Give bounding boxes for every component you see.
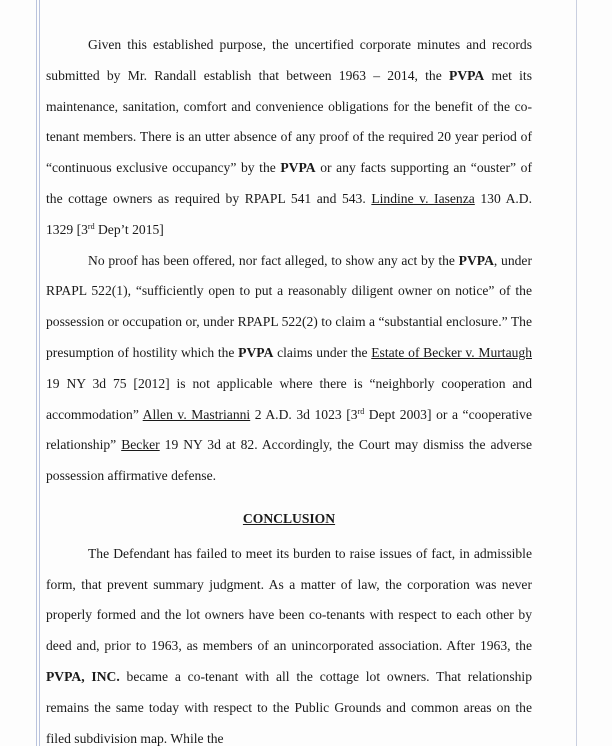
text-run: became a co-tenant with all the cottage lot owners. That relationship remains the same today with respect to the Public Grounds and common areas on the filed subdivision map. While the (46, 668, 532, 746)
text-run: The Defendant has failed to meet its burden to raise issues of fact, in admissible form, that prevent summary judgment. As a matter of law, the corporation was never properly formed and the lot owners have been co-tenants with respect to each other by deed and, prior to 1963, as members of an unincorporated association. After 1963, the (46, 545, 532, 654)
superscript: rd (357, 406, 365, 416)
paragraph-no-proof (46, 246, 532, 492)
left-margin-rule-inner (39, 0, 40, 746)
paragraph-adverse-occupancy (46, 30, 532, 246)
text-run: claims under the (273, 344, 372, 360)
case-citation: Allen v. Mastrianni (142, 406, 251, 422)
text-run: or any facts supporting an “ouster” of the cottage owners as required by RPAPL 541 and 543. (46, 160, 532, 206)
text-run: Given this established purpose, the uncertified corporate minutes and records submitted by Mr. Randall establish that between 1963 – 2014, the (46, 37, 532, 83)
text-run: , under RPAPL 522(1), “sufficiently open to put a reasonably diligent owner on notice” of the possession or occupation or, under RPAPL 522(2) to claim a “substantial enclosure.” The presumption of hostility which the (46, 252, 532, 360)
text-run: Dep’t 2015] (94, 221, 164, 237)
right-margin-rule (576, 0, 577, 746)
pvpa-bold: PVPA (458, 252, 494, 268)
case-citation: Becker (121, 437, 160, 453)
text-run: Dept 2003] or a “cooperative relationship” (46, 406, 532, 453)
case-citation: Estate of Becker v. Murtaugh (371, 344, 532, 360)
pvpa-bold: PVPA (449, 67, 485, 83)
text-run: No proof has been offered, nor fact alleged, to show any act by the (88, 252, 459, 268)
document-body (46, 30, 532, 754)
text-run: 2 A.D. 3d 1023 [3 (250, 406, 358, 422)
pvpa-bold: PVPA (280, 160, 316, 176)
text-run: 19 NY 3d at 82. Accordingly, the Court may dismiss the adverse possession affirmative defense. (46, 437, 532, 484)
section-heading-conclusion: CONCLUSION (242, 510, 336, 526)
pvpa-bold: PVPA (238, 344, 274, 360)
case-citation: Lindine v. Iasenza (371, 190, 475, 206)
paragraph-conclusion (46, 539, 532, 754)
pvpa-bold: PVPA, INC. (46, 668, 120, 684)
left-margin-rule (36, 0, 37, 746)
text-run: 19 NY 3d 75 [2012] is not applicable where there is “neighborly cooperation and accommodation” (46, 375, 532, 422)
text-run: met its maintenance, sanitation, comfort and convenience obligations for the benefit of the co-tenant members. There is an utter absence of any proof of the required 20 year period of “continuous exclusive occupancy” by the (46, 67, 532, 176)
text-run: 130 A.D. 1329 [3 (46, 190, 532, 237)
superscript: rd (87, 221, 95, 231)
